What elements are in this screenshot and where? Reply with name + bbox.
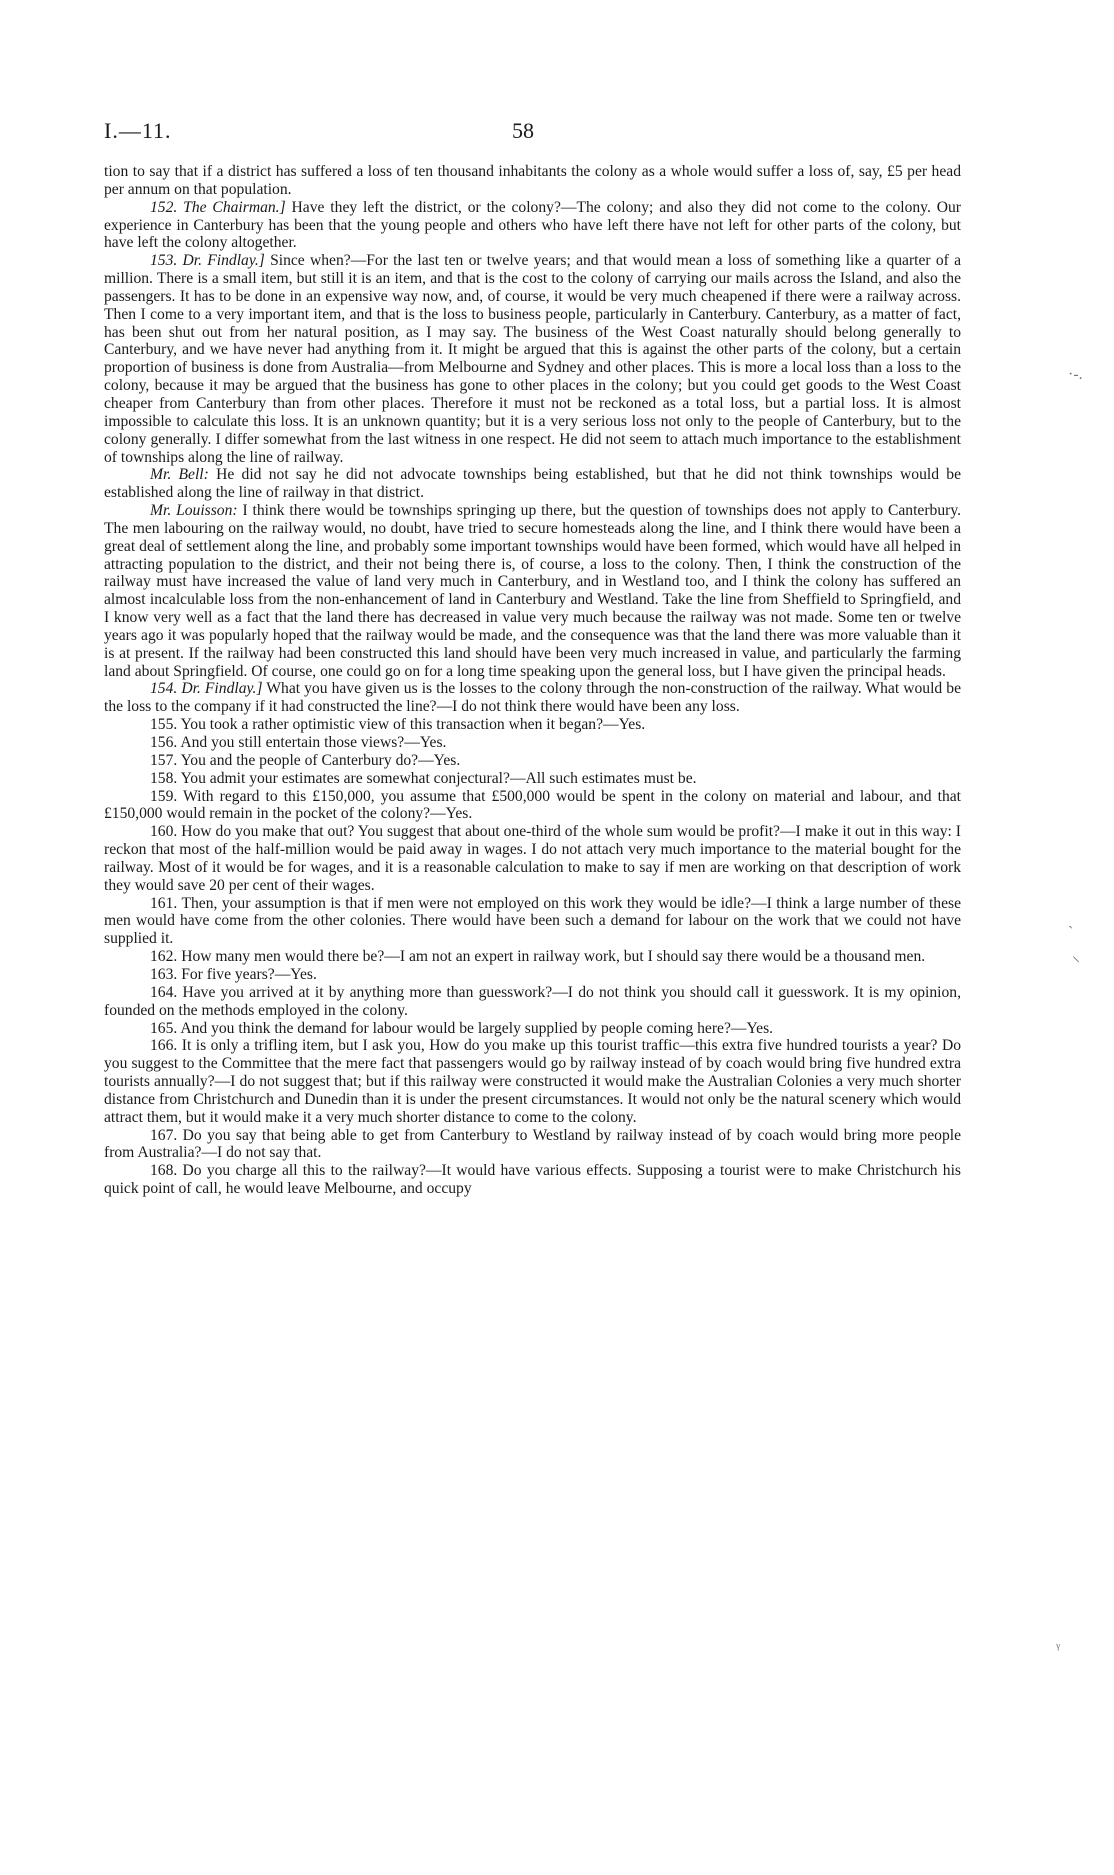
paragraph: 159. With regard to this £150,000, you assume that £500,000 would be spent in the colony on material and labour, and that £150,000 would remain in the pocket of the colony?—Yes. — [104, 787, 961, 823]
paragraph: 166. It is only a trifling item, but I ask you, How do you make up this tourist traffic—this extra five hundred tourists a year? Do you suggest to the Committee that the mere fact that passengers would go by railway instead of by coach would bring five hundred extra tourists annually?—I do not suggest that; but if this railway were constructed it would make the Australian Colonies a very much shorter distance from Christchurch and Dunedin than it is under the present circumstances. It would not only be the natural scenery which would attract them, but it would make it a very much shorter distance to come to the colony. — [104, 1037, 961, 1126]
speaker: Mr. Louisson: — [150, 502, 238, 520]
paragraph: 160. How do you make that out? You suggest that about one-third of the whole sum would be profit?—I make it out in this way: I reckon that most of the half-million would be paid away in wages. I do not attach very much importance to the material bought for the railway. Most of it would be for wages, and it is a reasonable calculation to make to say if men are working on that description of work they would save 20 per cent of their wages. — [104, 823, 961, 894]
margin-mark: ᵞ — [1056, 1640, 1061, 1657]
paragraph: 152. The Chairman.] Have they left the district, or the colony?—The colony; and also they did not come to the colony. Our experience in Canterbury has been that the young people and others who have left there have not left for other parts of the colony, but have left the colony altogether. — [104, 198, 961, 252]
paragraph: 156. And you still entertain those views?—Yes. — [150, 734, 447, 751]
margin-mark: ·-. — [1068, 366, 1083, 383]
speaker: Mr. Bell: — [150, 466, 209, 484]
speaker: 152. The Chairman.] — [150, 198, 286, 216]
paragraph: 164. Have you arrived at it by anything more than guesswork?—I do not think you should call it guesswork. It is my opinion, founded on the methods employed in the colony. — [104, 983, 961, 1019]
paragraph: 153. Dr. Findlay.] Since when?—For the last ten or twelve years; and that would mean a loss of something like a quarter of a million. There is a small item, but still it is an item, and that is the cost to the colony of carrying our mails across the Island, and also the passengers. It has to be done in an expensive way now, and, of course, it would be very much cheapened if there were a railway across. Then I come to a very important item, and that is the loss to business people, particularly in Canterbury. Canterbury, as a matter of fact, has been shut out from her natural position, as I may say. The business of the West Coast naturally should belong generally to Canterbury, and we have never had anything from it. It might be argued that this is against the other parts of the colony, but a certain proportion of business is done from Australia—from Melbourne and Sydney and other places. This is more a local loss than a loss to the colony, because it may be argued that the business has gone to other places in the colony; but you could get goods to the West Coast cheaper from Canterbury than from other places. Therefore it must not be reckoned as a total loss, but a partial loss. It is almost impossible to calculate this loss. It is an unknown quantity; but it is a very serious loss not only to the people of Canterbury, but to the colony generally. I differ somewhat from the last witness in one respect. He did not seem to attach much importance to the establishment of townships along the line of railway. — [104, 252, 961, 466]
paragraph: 165. And you think the demand for labour would be largely supplied by people coming here?—Yes. — [150, 1019, 774, 1037]
margin-mark: ⸜ — [1072, 948, 1081, 965]
margin-mark: ˋ — [1068, 924, 1074, 941]
paragraph: Mr. Louisson: I think there would be townships springing up there, but the question of townships does not apply to Canterbury. The men labouring on the railway would, no doubt, have tried to secure homesteads along the line, and I think there would have been a great deal of settlement along the line, and probably some important townships would have been formed, which would have all helped in attracting population to the district, and their not being there is, of course, a loss to the colony. Then, I think the construction of the railway must have increased the value of land very much in Canterbury, and in Westland too, and I think the colony has suffered an almost incalculable loss from the non-enhancement of land in Canterbury and Westland. Take the line from Sheffield to Springfield, and I know very well as a fact that the land there has decreased in value very much because the railway was not made. Some ten or twelve years ago it was popularly hoped that the railway would be made, and the consequence was that the land there was more valuable than it is at present. If the railway had been constructed this land should have been very much increased in value, and particularly the farming land about Springfield. Of course, one could go on for a long time speaking upon the general loss, but I have given the principal heads. — [104, 502, 961, 680]
speaker: 154. Dr. Findlay.] — [150, 680, 263, 698]
paragraph: 154. Dr. Findlay.] What you have given us is the losses to the colony through the non-construction of the railway. What would be the loss to the company if it had constructed the line?—I do not think there would have been any loss. — [104, 680, 961, 716]
paragraph: 168. Do you charge all this to the railway?—It would have various effects. Supposing a tourist were to make Christchurch his quick point of call, he would leave Melbourne, and occupy — [104, 1162, 961, 1198]
paragraph: Mr. Bell: He did not say he did not advocate townships being established, but that he did not think townships would be established along the line of railway in that district. — [104, 466, 961, 502]
speaker: 153. Dr. Findlay.] — [150, 252, 265, 270]
body-text — [104, 163, 961, 1198]
paragraph: 158. You admit your estimates are somewhat conjectural?—All such estimates must be. — [150, 769, 697, 787]
paragraph: 162. How many men would there be?—I am not an expert in railway work, but I should say there would be a thousand men. — [150, 948, 926, 966]
paragraph: 161. Then, your assumption is that if men were not employed on this work they would be idle?—I think a large number of these men would have come from the other colonies. There would have been such a demand for labour on the work that we could not have supplied it. — [104, 894, 961, 948]
page-header — [104, 118, 964, 148]
page-number: 58 — [512, 118, 534, 143]
paragraph: 167. Do you say that being able to get from Canterbury to Westland by railway instead of by coach would bring more people from Australia?—I do not say that. — [104, 1126, 961, 1162]
paragraph: tion to say that if a district has suffered a loss of ten thousand inhabitants the colony as a whole would suffer a loss of, say, £5 per head per annum on that population. — [104, 163, 961, 198]
paragraph: 163. For five years?—Yes. — [150, 965, 317, 983]
document-reference: I.—11. — [104, 118, 172, 143]
paragraph: 157. You and the people of Canterbury do?—Yes. — [150, 751, 461, 769]
paragraph: 155. You took a rather optimistic view of this transaction when it began?—Yes. — [150, 716, 646, 734]
